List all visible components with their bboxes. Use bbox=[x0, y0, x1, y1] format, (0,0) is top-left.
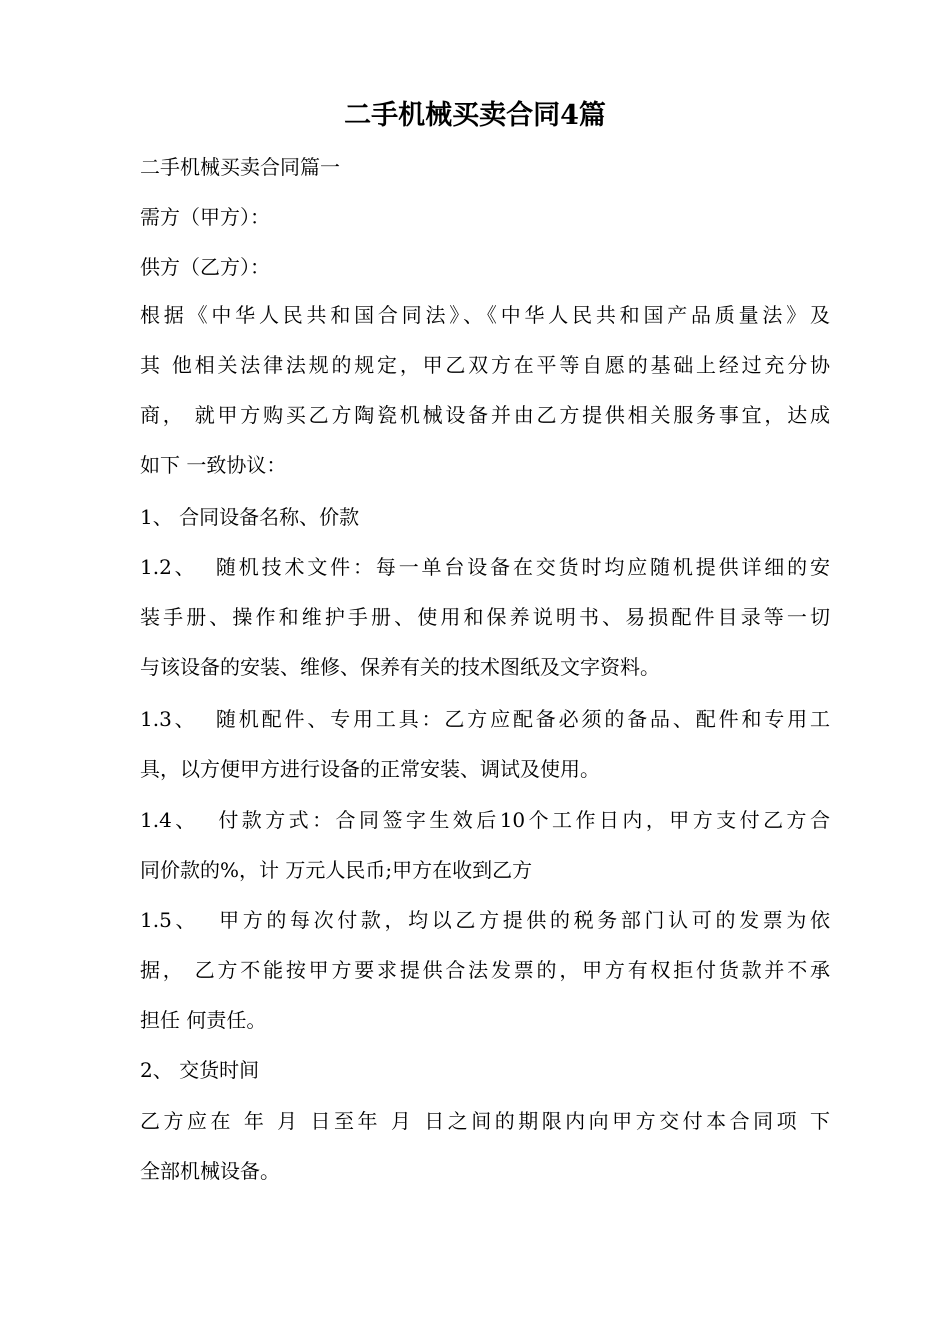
document-title: 二手机械买卖合同4篇 bbox=[344, 100, 606, 131]
clause-line: 1.4、 付款方式：合同签字生效后10个工作日内，甲方支付乙方合 bbox=[140, 808, 830, 832]
clause-line: 同价款的%，计 万元人民币;甲方在收到乙方 bbox=[140, 858, 533, 882]
paragraph-line: 其 他相关法律法规的规定，甲乙双方在平等自愿的基础上经过充分协 bbox=[140, 353, 830, 377]
clause-line: 具，以方便甲方进行设备的正常安装、调试及使用。 bbox=[140, 757, 600, 781]
clause-line: 1.2、 随机技术文件：每一单台设备在交货时均应随机提供详细的安 bbox=[140, 555, 830, 579]
buyer-line: 需方（甲方）： bbox=[140, 205, 270, 229]
seller-line: 供方（乙方）： bbox=[140, 255, 270, 279]
paragraph-line: 商， 就甲方购买乙方陶瓷机械设备并由乙方提供相关服务事宜，达成 bbox=[140, 403, 830, 427]
clause-line: 1.5、 甲方的每次付款，均以乙方提供的税务部门认可的发票为依 bbox=[140, 908, 830, 932]
section-heading: 二手机械买卖合同篇一 bbox=[140, 155, 340, 179]
paragraph-line: 根据《中华人民共和国合同法》、《中华人民共和国产品质量法》及 bbox=[140, 303, 830, 327]
clause-line: 据， 乙方不能按甲方要求提供合法发票的，甲方有权拒付货款并不承 bbox=[140, 958, 830, 982]
clause-line: 装手册、操作和维护手册、使用和保养说明书、易损配件目录等一切 bbox=[140, 605, 830, 629]
paragraph-line: 全部机械设备。 bbox=[140, 1159, 280, 1183]
clause-heading: 1、 合同设备名称、价款 bbox=[140, 505, 360, 529]
clause-heading: 2、 交货时间 bbox=[140, 1058, 260, 1082]
paragraph-line: 如下 一致协议： bbox=[140, 453, 287, 477]
clause-line: 与该设备的安装、维修、保养有关的技术图纸及文字资料。 bbox=[140, 655, 660, 679]
paragraph-line: 乙方应在 年 月 日至年 月 日之间的期限内向甲方交付本合同项 下 bbox=[140, 1109, 830, 1133]
clause-line: 1.3、 随机配件、专用工具：乙方应配备必须的备品、配件和专用工 bbox=[140, 707, 830, 731]
clause-line: 担任 何责任。 bbox=[140, 1008, 267, 1032]
